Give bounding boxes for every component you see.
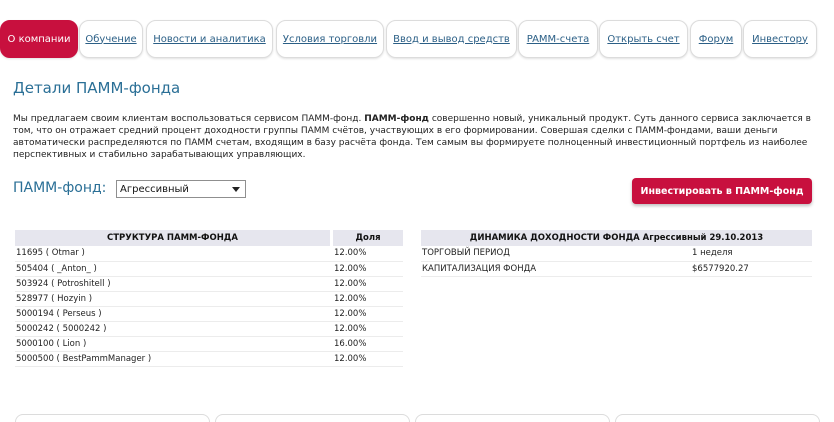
tab-trading-conditions[interactable]: Условия торговли <box>276 20 384 58</box>
intro-text <box>13 113 821 161</box>
tab-forum[interactable]: Форум <box>690 20 742 58</box>
tab-open-account[interactable]: Открыть счет <box>599 20 688 58</box>
intro-part1: Мы предлагаем своим клиентам воспользоваться сервисом ПАММ-фонд. <box>13 114 365 124</box>
fund-structure-table <box>15 230 403 367</box>
tab-news-analytics[interactable]: Новости и аналитика <box>146 20 273 58</box>
account-name: 5000194 ( Perseus ) <box>15 306 330 321</box>
table-row <box>15 351 403 366</box>
fund-select-value: Агрессивный <box>120 183 189 195</box>
account-share: 12.00% <box>333 351 403 366</box>
structure-header-name: СТРУКТУРА ПАММ-ФОНДА <box>15 230 330 246</box>
table-row <box>421 246 812 261</box>
tab-deposit-withdrawal[interactable]: Ввод и вывод средств <box>386 20 517 58</box>
table-row <box>15 261 403 276</box>
account-name: 505404 ( _Anton_ ) <box>15 261 330 276</box>
table-row <box>421 261 812 276</box>
table-row <box>15 291 403 306</box>
table-row <box>15 306 403 321</box>
bottom-tab-strip <box>0 414 834 422</box>
fund-select[interactable] <box>116 180 246 198</box>
dynamics-label: КАПИТАЛИЗАЦИЯ ФОНДА <box>421 261 691 276</box>
account-name: 5000500 ( BestPammManager ) <box>15 351 330 366</box>
account-share: 12.00% <box>333 261 403 276</box>
dynamics-value: 1 неделя <box>691 246 812 261</box>
tab-education[interactable]: Обучение <box>79 20 143 58</box>
bottom-tab[interactable] <box>15 414 210 422</box>
account-name: 528977 ( Hozyin ) <box>15 291 330 306</box>
dynamics-value: $6577920.27 <box>691 261 812 276</box>
structure-header-share: Доля <box>333 230 403 246</box>
account-share: 12.00% <box>333 246 403 261</box>
tab-pamm-accounts[interactable]: PAMM-счета <box>518 20 598 58</box>
table-row <box>15 321 403 336</box>
dynamics-header: ДИНАМИКА ДОХОДНОСТИ ФОНДА Агрессивный 29.10.2013 <box>421 230 812 246</box>
fund-select-label: ПАММ-фонд: <box>13 180 107 196</box>
account-share: 12.00% <box>333 291 403 306</box>
account-share: 12.00% <box>333 306 403 321</box>
bottom-tab[interactable] <box>615 414 820 422</box>
bottom-tab[interactable] <box>415 414 610 422</box>
account-name: 11695 ( Otmar ) <box>15 246 330 261</box>
account-share: 12.00% <box>333 276 403 291</box>
table-row <box>15 276 403 291</box>
page-title: Детали ПАММ-фонда <box>13 79 181 97</box>
tab-about-company[interactable]: О компании <box>0 20 78 58</box>
invest-button[interactable]: Инвестировать в ПАММ-фонд <box>632 178 812 204</box>
fund-dynamics-table <box>421 230 812 277</box>
table-row <box>15 336 403 351</box>
intro-bold: ПАММ-фонд <box>364 114 429 124</box>
dynamics-label: ТОРГОВЫЙ ПЕРИОД <box>421 246 691 261</box>
tab-investor[interactable]: Инвестору <box>743 20 817 58</box>
account-name: 5000100 ( Lion ) <box>15 336 330 351</box>
account-share: 16.00% <box>333 336 403 351</box>
account-name: 503924 ( Potroshitell ) <box>15 276 330 291</box>
main-nav <box>0 20 834 58</box>
chevron-down-icon <box>232 187 240 192</box>
table-row <box>15 246 403 261</box>
account-name: 5000242 ( 5000242 ) <box>15 321 330 336</box>
account-share: 12.00% <box>333 321 403 336</box>
bottom-tab[interactable] <box>215 414 410 422</box>
intro-part2: совершенно новый, уникальный продукт. Суть данного сервиса заключается в том, что он отражает средний процент доходности группы ПАММ счётов, участвующих в его формировании. Совершая сделки с ПАММ-фондами, ваши деньги автоматически распределяются по ПАММ счетам, входящим в базу расчёта фонда. Тем самым вы формируете полноценный инвестиционный портфель из наиболее перспективных и стабильно зарабатывающих управляющих. <box>13 114 811 160</box>
